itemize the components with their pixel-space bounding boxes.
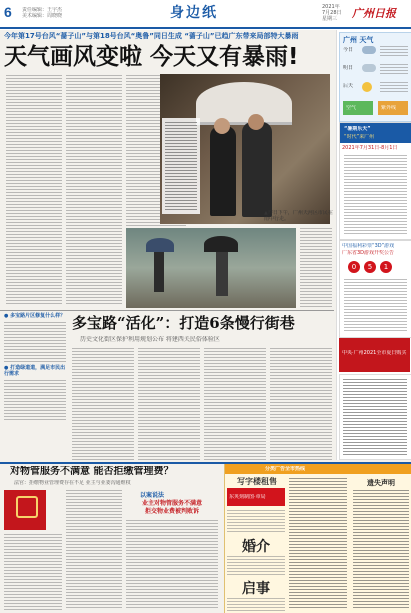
air-quality-label: 空气 [346,105,357,111]
classifieds-panel [224,464,411,613]
classifieds-column-2 [289,478,347,610]
classifieds-hotline: 东英刻制图·章局 [229,494,266,500]
sidebar-ad [339,338,410,372]
promo-panel-1 [339,122,411,240]
section-title: 身边纸 [170,5,218,21]
second-side-text-2 [4,380,66,420]
bottom-text-column-2 [66,490,122,610]
classifieds-column-3 [353,490,409,610]
lead-kicker: 今年第17号台风“蔷子山”与第18号台风“奥鲁”同日生成 “蔷子山”已趋广东带来局部特大暴雨 [4,32,299,40]
second-side-note-1: ● 多宝路片区修复什么样？ [4,313,66,319]
second-subhead: 历史文化街区保护利用规划公布 将建西关民俗体验区 [80,336,220,343]
lead-text-column-2 [66,75,122,305]
second-headline: 多宝路“活化”：打造6条慢行街巷 [72,314,295,332]
bottom-subhead: 法官：拒缴物业管理费存在不足 业主与业委沟通维权 [14,480,131,486]
classifieds-header-text: 分类广告全市热线 [265,466,306,472]
second-side-text-1 [4,322,66,362]
right-sidebar [336,30,411,460]
photo-caption-box [162,118,200,214]
uv-label: 紫外线 [381,105,397,111]
second-text-column-3 [204,348,266,460]
weather-panel [339,32,411,122]
lead-photo-caption: ▲昨日下午，广州天河区市民在雨中行走。 [264,210,333,222]
promo-2-title: 中国福利彩票“3D”游戏 [342,243,395,249]
promo-1-title: “暑期乐天” [344,126,371,132]
promo-1-dates: 2021年7月31日-8月1日 [342,145,398,151]
classifieds-header [225,464,411,474]
lead-headline: 天气画风变啦 今天又有暴雨! [4,44,299,70]
second-text-column-2 [138,348,200,460]
person-left [210,126,236,216]
lead-text-column-4 [300,228,332,308]
classifieds-col-2-title: 婚介 [242,539,270,555]
gavel-icon [16,496,38,518]
classifieds-col-1-title: 写字楼租售 [237,477,277,486]
bottom-column-label: 以案说法 [140,492,165,499]
newspaper-logo: 广州日报 [352,7,396,20]
second-story-rule [0,310,334,311]
weather-row-tomorrow: 明日 [343,65,354,71]
bottom-text-column-1 [4,534,62,610]
lead-photo-rain [126,228,296,308]
cloud-rain-icon [362,46,376,54]
weather-row-today: 今日 [343,47,354,53]
classifieds-col-3-title: 启事 [242,581,270,597]
promo-1-subtitle: “时代”来广州 [344,134,375,140]
promo-2-subtitle: 广东省3D游戏开奖公告 [342,250,395,256]
sidebar-ad-text: 中央·广州2021全市夏日购买 [342,350,407,356]
weather-row-after: 后天 [343,83,354,89]
bottom-inner-title: 业主对物管服务不满意 拒交物业费被判败诉 [141,500,202,515]
second-text-column-1 [72,348,134,460]
second-text-column-4 [270,348,332,460]
person-right [242,122,272,217]
classifieds-notice: 遗失声明 [367,479,395,487]
promo-panel-2 [339,240,411,338]
page-number: 6 [4,4,12,20]
bottom-text-column-3 [126,520,218,610]
bottom-headline: 对物管服务不满意 能否拒缴管理费？ [10,466,174,477]
lottery-ball-2: 5 [364,261,376,273]
lottery-ball-3: 1 [380,261,392,273]
classifieds-hotline-box [227,488,285,506]
lead-text-column-1 [6,75,62,305]
lottery-ball-1: 0 [348,261,360,273]
weather-title: 广州 天气 [343,36,374,44]
sidebar-table [339,374,411,460]
date-meta: 2021年 7月28日 星期三 [322,4,342,22]
editor-meta: 责任编辑：王宇杰 美术编辑：周晓晓 [22,7,63,19]
cloud-icon [362,64,376,72]
bottom-logo-badge [4,490,46,530]
sun-cloud-icon [362,82,372,92]
second-side-note-2: ● 打造绿道道，满足市民出行需求 [4,365,66,377]
umbrella-icon [196,82,292,125]
masthead [0,0,411,30]
masthead-rule [0,27,411,29]
